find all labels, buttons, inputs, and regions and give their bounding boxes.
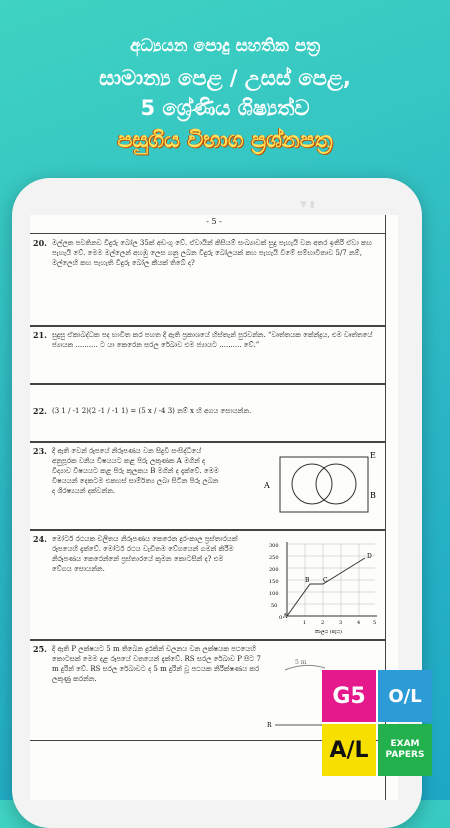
- ytick: 200: [269, 567, 279, 573]
- xtick: 1: [303, 620, 307, 626]
- distance-time-graph: [265, 536, 383, 640]
- venn-label-e: E: [370, 452, 376, 460]
- ytick: 250: [269, 555, 279, 561]
- page-number: - 5 -: [206, 217, 222, 226]
- xtick: 3: [339, 620, 343, 626]
- sketch-label-r: R: [267, 722, 272, 729]
- question-22: [30, 383, 386, 443]
- status-bar: ▼ ▮: [300, 200, 315, 210]
- question-text: (3 1 / -1 2)(2 -1 / -1 1) = (5 x / -4 3) නම් x හි අගය සොයන්න.: [52, 407, 252, 415]
- xtick: 2: [321, 620, 325, 626]
- xtick: 4: [357, 620, 361, 626]
- ytick: 100: [269, 591, 279, 597]
- ytick: 300: [269, 543, 279, 549]
- question-text: මෝටර් රථයක චලිතය නිරූපණය කෙරෙන දුර-කාල ප්‍රස්තාරයක් රූපයෙහි දැක්වේ. මෝටර් රථය වැඩිතම වේගයෙන් ගමන් කිරීම නිරූපණය කෙරෙන්නේ ප්‍රස්තාරයේ කුමන කොටසින් ද? එම වේගය සොයන්න.: [52, 535, 238, 573]
- logo-ol: O/L: [378, 670, 432, 722]
- app-logo: [322, 670, 438, 780]
- logo-al: A/L: [322, 724, 376, 776]
- logo-g5: G5: [322, 670, 376, 722]
- question-number: 25.: [33, 644, 47, 654]
- headline-line3: 5 ශ්‍රේණිය ශිෂ්‍යත්ව: [140, 96, 310, 120]
- question-23: [30, 441, 386, 531]
- point-label: A: [283, 613, 288, 620]
- ytick: 0: [279, 615, 283, 621]
- headline-line4: පසුගිය විභාග ප්‍රශ්නපත්‍ර: [117, 128, 333, 153]
- question-text: සුදුසු ඒකාබද්ධක පද භාවිත කර පහත දී ඇති ප්‍රකාශයේ හිස්තැන් පුරවන්න. “වෘත්තයක කේන්ද්‍රය, එම වෘත්තයේ ජ්‍යායක .......... ට යා කෙරෙන සරල රේඛාව එම ජ්‍යායට .......... වේ.”: [52, 331, 373, 349]
- x-axis-label: කාලය (පැය): [315, 629, 342, 635]
- xtick: 5: [373, 620, 377, 626]
- question-number: 21.: [33, 330, 47, 340]
- question-text: දී ඇති වෙන් රූපයේ නිරූපණය වන සිදුවී සංසිද්ධියේ අනුපූරක වනිය විෂයයට කළ පිරු ලකුණක A මගින් ද විද්‍යාව විෂයයට කළ පිරු කුලකය B මගින් ද දැක්වේ. මෙම විෂයයන් දෙකටම එකහස් සාම්ර්ත්‍ය ලබා සිටින පිරු ලබන ද ශිරෂ්‍යයන් දක්වන්න.: [52, 447, 219, 495]
- ytick: 50: [271, 603, 278, 609]
- venn-label-b: B: [370, 491, 376, 500]
- question-20: [30, 233, 386, 327]
- logo-exam-papers: [378, 724, 432, 776]
- question-24: [30, 529, 386, 641]
- question-text: දී ඇති P ලක්ෂයට 5 m තිබෙන දුරකින් චලනය වන ලක්ෂයක පථයෙහි කොටසක් මෙම දළ රූපයේ වතයෙන් දැක්වේ. RS සරල රේඛාව P සිට 7 m දුරින් වේ. RS සරල රේඛාවට ද 5 m දුරින් වූ පථයක නිරීක්ෂණය කර ලකුණු කරන්න.: [52, 645, 261, 683]
- ytick: 150: [269, 579, 279, 585]
- headline-line2: සාමාන්‍ය පෙළ / උසස් පෙළ,: [99, 66, 351, 90]
- venn-diagram: [260, 452, 380, 520]
- question-number: 23.: [33, 446, 47, 456]
- question-21: [30, 325, 386, 385]
- point-label: C: [323, 577, 328, 584]
- logo-exam: EXAM: [390, 739, 420, 749]
- venn-label-a: A: [264, 481, 270, 490]
- sketch-note: 5 m: [295, 659, 307, 666]
- question-text: මල්ලක පවතිනව විදුරු බෝල 35ක් අඩංගු වේ. ඒවායින් කිසියම් සංඛ්‍යාවක් සුදු පැහැයි වන අතර ඉතිරි ඒවා කහ පැහැයි වේ. මෙම මල්ලෙන් අහඹු ලෙස ගනු ලබන විදුරු බෝලයක් කහ පැහැයි වීමේ සම්භාවිතාව 5/7 නම්, මල්ලෙහි කහ පැහැති විදුරු බෝල කීයක් තිබේ ද?: [52, 239, 373, 267]
- point-label: B: [305, 577, 310, 584]
- question-number: 24.: [33, 534, 47, 544]
- question-number: 22.: [33, 406, 47, 416]
- point-label: D: [367, 553, 372, 560]
- headline-line1: අධ්‍යයන පොදු සහතික පත්‍ර: [129, 36, 321, 56]
- logo-papers: PAPERS: [385, 750, 425, 760]
- question-number: 20.: [33, 238, 47, 248]
- promo-header: [0, 0, 450, 175]
